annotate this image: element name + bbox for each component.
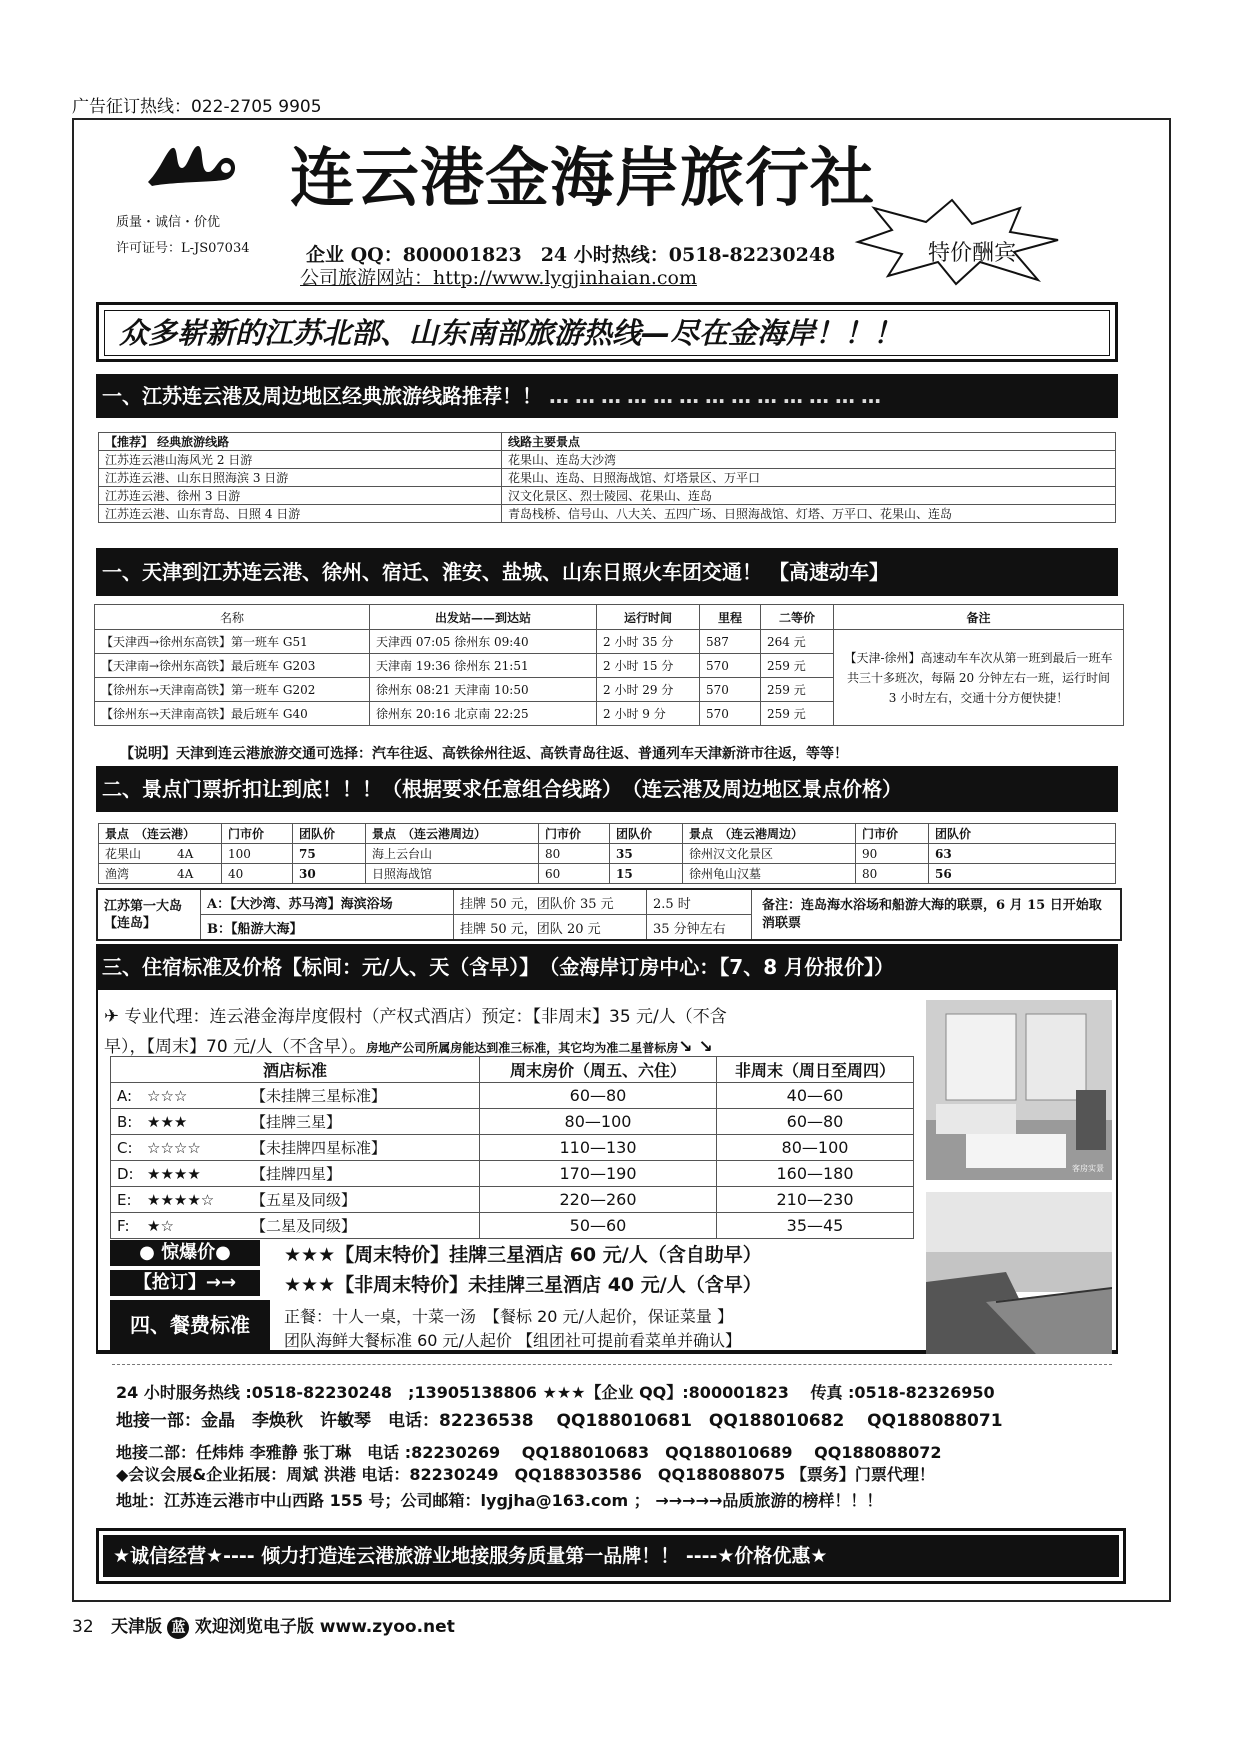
ticket-cell: 100 [222,844,293,864]
ad-hotline: 广告征订热线：022-2705 9905 [72,97,322,117]
hotel-std: 【未挂牌三星标准】 [251,1087,387,1105]
train-duration: 2 小时 29 分 [597,678,700,702]
train-name: 【徐州东→天津南高铁】第一班车 G202 [95,678,370,702]
hotel-header: 酒店标准 [111,1057,480,1083]
section3-title: 二、景点门票折扣让到底！！！（根据要求任意组合线路） （连云港及周边地区景点价格） [102,777,902,801]
ticket-cell: 80 [539,844,610,864]
island-price: 挂牌 50 元，团队价 35 元 [454,889,647,915]
intro-text: 早），【周末】70 元/人（不含早）。 [104,1037,367,1057]
contact-line-5: 地址：江苏连云港市中山西路 155 号；公司邮箱：lygjha@163.com ； →→→→→品质旅游的榜样！！！ [116,1491,883,1510]
hotel-code: E: [117,1191,132,1209]
table-row [99,487,1116,505]
ticket-cell: 徐州龟山汉墓 [683,864,856,884]
transport-explain: 【说明】天津到连云港旅游交通可选择：汽车往返、高铁徐州往返、高铁青岛往返、普通列车天津新浒市往返，等等！ [120,746,848,762]
hotel-room-photo [926,1000,1112,1180]
ticket-cell: 徐州汉文化景区 [683,844,856,864]
burst-text: 特价酬宾 [928,241,1017,266]
section1-title: 一、江苏连云港及周边地区经典旅游线路推荐！！ [102,384,542,408]
island-duration: 2.5 时 [647,889,752,915]
hotel-header: 非周末（周日至周四） [717,1057,914,1083]
section4-title: 三、住宿标准及价格【标间：元/人、天（含早）】 （金海岸订房中心：【7、8 月份报价】） [102,955,895,979]
ticket-header: 团队价 [293,824,366,844]
train-duration: 2 小时 35 分 [597,630,700,654]
headline-box [96,302,1118,362]
contact-line-3: 地接二部：任炜炜 李雅静 张丁琳 电话 :82230269 QQ188010683 QQ188010689 QQ188088072 [116,1443,942,1462]
ticket-cell: 海上云台山 [366,844,539,864]
route-name: 江苏连云港、山东日照海滨 3 日游 [99,469,502,487]
hotel-code: A: [117,1087,133,1105]
footer-banner-text: ★诚信经营★---- 倾力打造连云港旅游业地接服务质量第一品牌！！ ----★价格优惠★ [103,1535,1119,1577]
table-row [111,1109,914,1135]
ticket-cell: 30 [293,864,366,884]
hotel-standard [111,1213,480,1239]
train-note: 【天津-徐州】高速动车车次从第一班到最后一班车共三十多班次，每隔 20 分钟左右一班，运行时间 3 小时左右，交通十分方便快捷！ [834,630,1124,726]
star-icons: ☆☆☆☆ [147,1139,201,1157]
table-row [99,844,1116,864]
section4-bar [96,944,1118,990]
weekday-price: 210—230 [717,1187,914,1213]
promo-line-2: ★★★【非周末特价】未挂牌三星酒店 40 元/人（含早） [284,1274,762,1296]
weekend-price: 110—130 [480,1135,717,1161]
hotel-std: 【未挂牌四星标准】 [251,1139,387,1157]
train-price: 264 元 [761,630,834,654]
company-name: 连云港金海岸旅行社 [290,142,875,216]
hotel-code: D: [117,1165,134,1183]
company-logo [142,138,246,194]
ticket-header: 门市价 [222,824,293,844]
ticket-header: 门市价 [539,824,610,844]
ticket-cell: 花果山 4A [99,844,222,864]
train-header-name: 名称 [95,605,370,630]
weekend-price: 170—190 [480,1161,717,1187]
island-item: A：【大沙湾、苏马湾】海滨浴场 [201,889,454,915]
route-table [98,432,1116,523]
train-duration: 2 小时 15 分 [597,654,700,678]
ticket-header: 景点 （连云港周边） [683,824,856,844]
blue-badge-icon: 蓝 [167,1617,189,1639]
ticket-cell: 63 [929,844,1116,864]
train-stations: 天津南 19:36 徐州东 21:51 [370,654,597,678]
accommodation-intro-line1 [104,1002,727,1027]
ticket-cell: 56 [929,864,1116,884]
ticket-cell: 35 [610,844,683,864]
route-name: 江苏连云港、山东青岛、日照 4 日游 [99,505,502,523]
hotel-standard [111,1161,480,1187]
hotel-code: B: [117,1113,133,1131]
company-qq-hotline: 企业 QQ：800001823 24 小时热线：0518-82230248 [306,244,836,266]
table-row [111,1083,914,1109]
train-duration: 2 小时 9 分 [597,702,700,726]
weekday-price: 160—180 [717,1161,914,1187]
hotel-std: 【挂牌三星】 [251,1113,342,1131]
ticket-cell: 日照海战馆 [366,864,539,884]
ticket-cell: 80 [856,864,929,884]
hotel-standard [111,1187,480,1213]
ticket-cell: 60 [539,864,610,884]
meal-line-1: 正餐：十人一桌，十菜一汤 【餐标 20 元/人起价，保证菜量 】 [284,1307,734,1326]
weekday-price: 60—80 [717,1109,914,1135]
promo-label-2: 【抢订】→→ [110,1270,260,1296]
headline-text: 众多崭新的江苏北部、山东南部旅游热线—尽在金海岸！！！ [104,310,1110,356]
footer-banner-box [96,1528,1126,1584]
contact-line-1: 24 小时服务热线 :0518-82230248 ;13905138806 ★★★【企业 QQ】:800001823 传真 :0518-82326950 [116,1383,995,1402]
page-number: 32 [72,1617,94,1637]
section2-bar [96,548,1118,596]
hotel-std: 【二星及同级】 [251,1217,357,1235]
meal-line-2: 团队海鲜大餐标准 60 元/人起价 【组团社可提前看菜单并确认】 [284,1331,742,1350]
table-row [111,1161,914,1187]
weekend-price: 220—260 [480,1187,717,1213]
weekday-price: 40—60 [717,1083,914,1109]
train-header-stations: 出发站——到达站 [370,605,597,630]
route-name: 江苏连云港山海风光 2 日游 [99,451,502,469]
route-header-sights: 线路主要景点 [502,433,1116,451]
table-row [99,451,1116,469]
company-slogan: 质量・诚信・价优 [116,215,221,230]
train-distance: 587 [700,630,761,654]
license-number: 许可证号：L-JS07034 [116,241,250,256]
ticket-header: 景点 （连云港） [99,824,222,844]
ticket-cell: 15 [610,864,683,884]
divider [112,1364,1112,1365]
train-stations: 徐州东 08:21 天津南 10:50 [370,678,597,702]
island-item: B：【船游大海】 [201,915,454,941]
island-price: 挂牌 50 元，团队 20 元 [454,915,647,941]
train-stations: 天津西 07:05 徐州东 09:40 [370,630,597,654]
hotel-table [110,1056,914,1239]
table-row [111,1135,914,1161]
arrow-icons: ↘ ↘ [678,1037,713,1057]
page-footer [72,1612,455,1639]
island-label: 江苏第一大岛【连岛】 [97,889,201,940]
hotel-code: F: [117,1217,130,1235]
star-icons: ★★★ [147,1113,188,1131]
island-table [96,888,1122,941]
ticket-table [98,823,1116,884]
section1-dots: ………………………………… [548,384,887,408]
train-name: 【天津西→徐州东高铁】第一班车 G51 [95,630,370,654]
hotel-standard [111,1083,480,1109]
table-row [111,1187,914,1213]
hotel-standard [111,1109,480,1135]
route-sights: 汉文化景区、烈士陵园、花果山、连岛 [502,487,1116,505]
company-website-link[interactable]: 公司旅游网站：http://www.lygjinhaian.com [300,267,697,289]
train-header-duration: 运行时间 [597,605,700,630]
hotel-header: 周末房价（周五、六住） [480,1057,717,1083]
hotel-standard [111,1135,480,1161]
section3-bar [96,766,1118,812]
train-price: 259 元 [761,654,834,678]
ticket-cell: 75 [293,844,366,864]
train-distance: 570 [700,654,761,678]
train-header-distance: 里程 [700,605,761,630]
section1-bar [96,374,1118,418]
star-icons: ★★★★ [147,1165,201,1183]
seaside-photo [926,1192,1112,1354]
ticket-cell: 40 [222,864,293,884]
section2-title: 一、天津到江苏连云港、徐州、宿迁、淮安、盐城、山东日照火车团交通！ 【高速动车】 [102,560,889,584]
footer-website[interactable]: 欢迎浏览电子版 www.zyoo.net [194,1617,455,1637]
ticket-cell: 渔湾 4A [99,864,222,884]
route-sights: 花果山、连岛大沙湾 [502,451,1116,469]
ticket-header: 门市价 [856,824,929,844]
train-table [94,604,1124,726]
train-stations: 徐州东 20:16 北京南 22:25 [370,702,597,726]
table-row [99,469,1116,487]
photo-caption: 客房实景 [1072,1164,1104,1173]
weekend-price: 80—100 [480,1109,717,1135]
table-row [111,1213,914,1239]
train-distance: 570 [700,678,761,702]
intro-small: 房地产公司所属房能达到准三标准，其它均为准二星普标房 [366,1041,679,1055]
table-row [99,505,1116,523]
contact-line-2: 地接一部：金晶 李焕秋 许敏琴 电话：82236538 QQ188010681 QQ188010682 QQ188088071 [116,1411,1003,1431]
table-row [99,864,1116,884]
train-name: 【天津南→徐州东高铁】最后班车 G203 [95,654,370,678]
weekday-price: 80—100 [717,1135,914,1161]
meal-label: 四、餐费标准 [110,1300,270,1350]
train-price: 259 元 [761,702,834,726]
hotel-std: 【五星及同级】 [251,1191,357,1209]
train-price: 259 元 [761,678,834,702]
train-header-note: 备注 [834,605,1124,630]
plane-icon: ✈ [104,1006,120,1027]
weekend-price: 60—80 [480,1083,717,1109]
train-distance: 570 [700,702,761,726]
edition-label: 天津版 [111,1617,163,1637]
star-icons: ★★★★☆ [147,1191,215,1209]
island-note: 备注：连岛海水浴场和船游大海的联票，6 月 15 日开始取消联票 [752,889,1122,940]
route-header-name: 【推荐】 经典旅游线路 [99,433,502,451]
accommodation-intro-line2 [104,1032,713,1057]
promo-label-1: ● 惊爆价● [110,1240,260,1266]
contact-line-4: ◆会议会展&企业拓展：周斌 洪港 电话：82230249 QQ188303586 QQ188088075 【票务】门票代理！ [116,1465,935,1484]
route-sights: 青岛栈桥、信号山、八大关、五四广场、日照海战馆、灯塔、万平口、花果山、连岛 [502,505,1116,523]
route-sights: 花果山、连岛、日照海战馆、灯塔景区、万平口 [502,469,1116,487]
star-icons: ☆☆☆ [147,1087,188,1105]
ticket-header: 景点 （连云港周边） [366,824,539,844]
train-name: 【徐州东→天津南高铁】最后班车 G40 [95,702,370,726]
promo-line-1: ★★★【周末特价】挂牌三星酒店 60 元/人（含自助早） [284,1244,762,1266]
table-row [97,889,1121,915]
table-row [95,630,1124,654]
ticket-header: 团队价 [610,824,683,844]
weekday-price: 35—45 [717,1213,914,1239]
train-header-price: 二等价 [761,605,834,630]
hotel-std: 【挂牌四星】 [251,1165,342,1183]
ticket-header: 团队价 [929,824,1116,844]
ticket-cell: 90 [856,844,929,864]
star-icons: ★☆ [147,1217,174,1235]
island-duration: 35 分钟左右 [647,915,752,941]
weekend-price: 50—60 [480,1213,717,1239]
route-name: 江苏连云港、徐州 3 日游 [99,487,502,505]
hotel-code: C: [117,1139,133,1157]
intro-text: 专业代理：连云港金海岸度假村（产权式酒店）预定：【非周末】35 元/人（不含 [124,1007,727,1027]
